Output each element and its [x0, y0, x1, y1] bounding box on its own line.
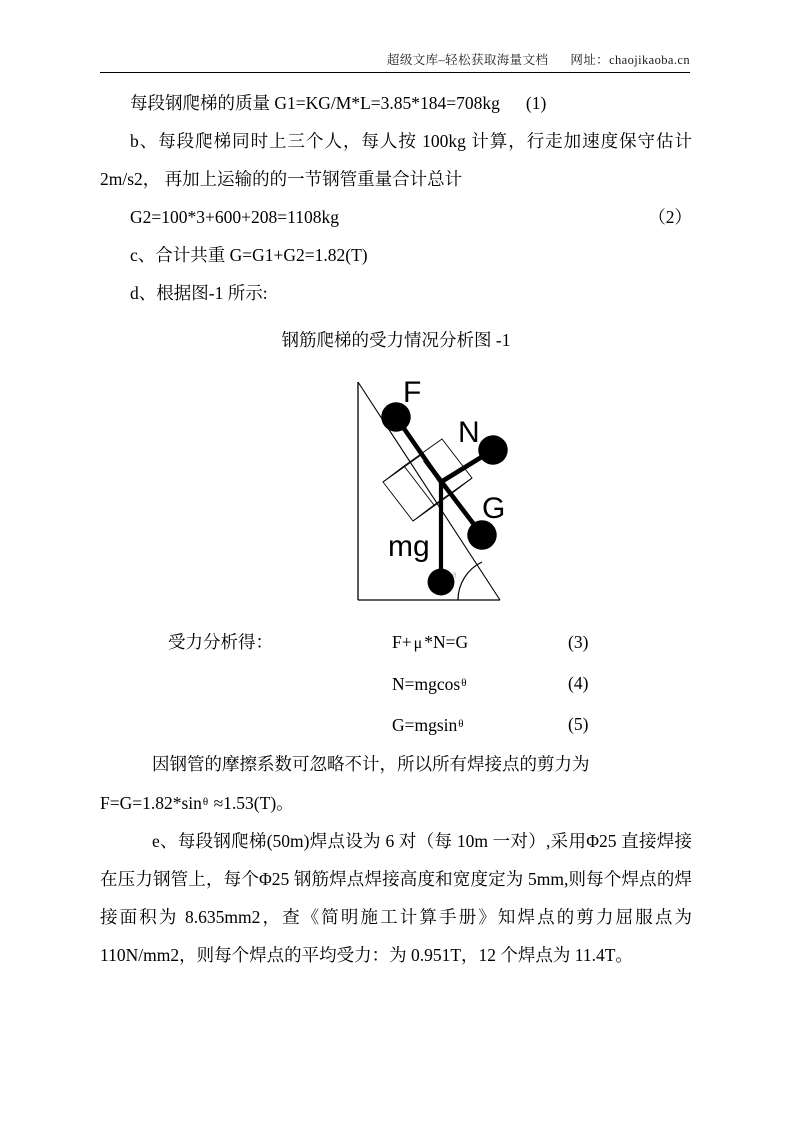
header-brand-text: 超级文库–轻松获取海量文档 [386, 53, 549, 67]
eq3-part-a: F+ [392, 632, 412, 652]
mg-label: mg [388, 530, 430, 563]
equation-5-expression [392, 704, 465, 746]
equation-row-4 [100, 663, 692, 704]
equation-3-expression [392, 622, 468, 664]
equation-block [100, 622, 692, 745]
g1-equation-text: 每段钢爬梯的质量 G1=KG/M*L=3.85*184=708kg [130, 93, 500, 113]
paragraph-friction [100, 745, 692, 822]
eq4-part-a: N=mgcos [392, 674, 461, 694]
friction-theta-symbol: θ [202, 796, 209, 808]
equation-4-number: (4) [568, 673, 589, 693]
angle-label: θ [452, 571, 457, 580]
eq4-theta-symbol: θ [461, 677, 467, 689]
force-vector-G [425, 460, 505, 535]
g2-equation-number: （2） [648, 207, 692, 227]
G-label: G [482, 492, 506, 525]
angle-arc-group [452, 562, 482, 600]
incline-triangle [358, 382, 500, 600]
F-label: F [403, 376, 422, 409]
equation-3-number: (3) [568, 632, 589, 652]
block-on-incline [383, 439, 472, 521]
document-body [100, 84, 692, 312]
equation-5-number: (5) [568, 714, 589, 734]
g1-equation-number: (1) [525, 93, 547, 113]
eq5-theta-symbol: θ [458, 718, 464, 730]
g2-equation-text: G2=100*3+600+208=1108kg [130, 207, 339, 227]
page-header [100, 50, 690, 69]
paragraph-item-b: b、每段爬梯同时上三个人，每人按 100kg 计算，行走加速度保守估计 2m/s2， 再加上运输的的一节钢管重量合计总计 [100, 131, 692, 189]
paragraph-g2 [100, 198, 692, 236]
equation-row-3 [100, 622, 692, 663]
equation-lead-label: 受力分析得： [168, 632, 273, 652]
eq5-part-a: G=mgsin [392, 715, 458, 735]
friction-sentence: 因钢管的摩擦系数可忽略不计，所以所有焊接点的剪力为 [152, 754, 590, 774]
equation-4-expression [392, 663, 467, 705]
header-site-url: chaojikaoba.cn [609, 53, 690, 67]
force-vector-F [396, 376, 441, 482]
force-diagram-svg [330, 370, 530, 610]
paragraph-item-c: c、合计共重 G=G1+G2=1.82(T) [130, 245, 368, 265]
header-site-label: 网址： [570, 53, 610, 67]
figure-caption: 钢筋爬梯的受力情况分析图 -1 [281, 330, 511, 350]
incline-slope-edge [358, 382, 500, 600]
eq3-mu-symbol: μ [413, 635, 423, 652]
block-edge-top-left [383, 466, 404, 482]
paragraph-item-e: e、每段钢爬梯(50m)焊点设为 6 对（每 10m 一对）,采用Φ25 直接焊接在压力钢管上，每个Φ25 钢筋焊点焊接高度和宽度定为 5mm,则每个焊点的焊接面积为 8.635mm2，查《简明施工计算手册》知焊点的剪力屈服点为 110N/mm2，则每个焊点的平均受力：为 0.951T，12 个焊点为 11.4T。 [100, 831, 692, 965]
header-divider [100, 72, 690, 73]
friction-formula-pre: F=G=1.82*sin [100, 793, 202, 813]
force-diagram-figure [330, 370, 530, 610]
eq3-part-b: *N=G [424, 632, 469, 652]
block-edge-bottom-left [413, 505, 434, 521]
paragraph-item-d: d、根据图-1 所示: [130, 283, 268, 303]
paragraph-g1 [100, 84, 692, 122]
equation-row-5 [100, 704, 692, 745]
block-edge-bottom-right [451, 478, 472, 494]
document-tail [100, 745, 692, 974]
N-label: N [458, 416, 480, 449]
friction-formula-post: ≈1.53(T)。 [213, 793, 294, 813]
N-arrow-line [441, 450, 493, 482]
